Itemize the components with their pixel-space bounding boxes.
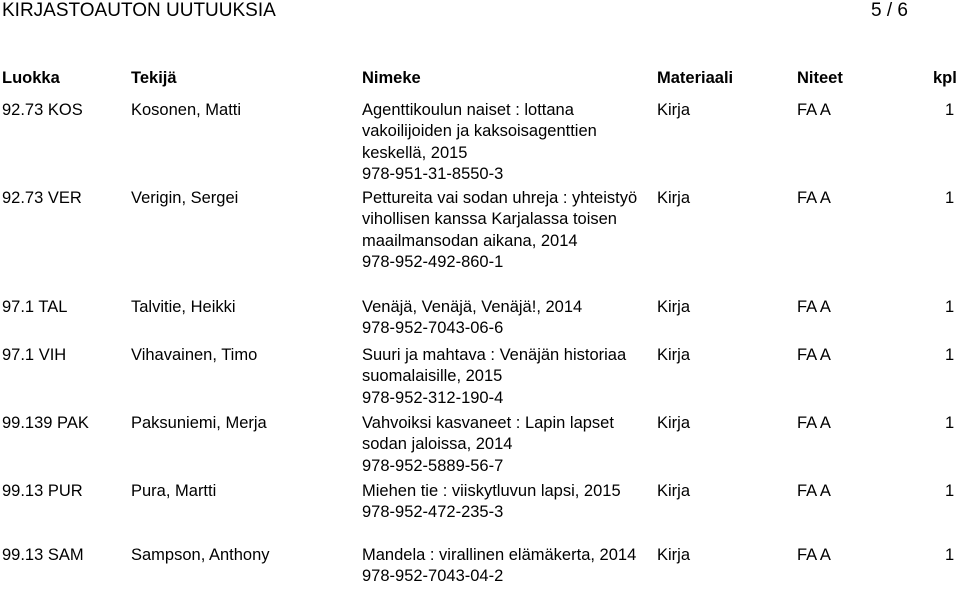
isbn: 978-952-5889-56-7 bbox=[362, 456, 504, 475]
cell-nimeke bbox=[362, 100, 652, 185]
cell-kpl: 1 bbox=[945, 298, 955, 316]
title-text: Venäjä, Venäjä, Venäjä!, 2014 bbox=[362, 298, 583, 316]
cell-nimeke bbox=[362, 297, 652, 340]
title-text: Agenttikoulun naiset : lottana vakoilijoiden ja kaksoisagenttien keskellä, 2015 bbox=[362, 101, 597, 162]
isbn: 978-952-7043-06-6 bbox=[362, 319, 504, 338]
title-text: Suuri ja mahtava : Venäjän historiaa suomalaisille, 2015 bbox=[362, 346, 627, 386]
cell-nimeke bbox=[362, 188, 652, 273]
cell-kpl: 1 bbox=[945, 101, 955, 119]
title-text: Mandela : virallinen elämäkerta, 2014 bbox=[362, 546, 637, 564]
column-header-niteet: Niteet bbox=[797, 69, 843, 87]
column-header-materiaali: Materiaali bbox=[657, 69, 734, 87]
cell-kpl: 1 bbox=[945, 346, 955, 364]
cell-tekija: Vihavainen, Timo bbox=[131, 346, 258, 364]
cell-tekija: Kosonen, Matti bbox=[131, 101, 242, 119]
cell-materiaali: Kirja bbox=[657, 189, 691, 207]
cell-kpl: 1 bbox=[945, 414, 955, 432]
cell-materiaali: Kirja bbox=[657, 482, 691, 500]
isbn: 978-952-312-190-4 bbox=[362, 388, 504, 407]
cell-luokka: 97.1 VIH bbox=[2, 346, 67, 364]
cell-niteet: FA A bbox=[797, 482, 831, 500]
cell-kpl: 1 bbox=[945, 546, 955, 564]
cell-tekija: Paksuniemi, Merja bbox=[131, 414, 267, 432]
title-text: Pettureita vai sodan uhreja : yhteistyö vihollisen kanssa Karjalassa toisen maailmansodan aikana, 2014 bbox=[362, 189, 638, 250]
cell-nimeke bbox=[362, 481, 652, 524]
isbn: 978-952-7043-04-2 bbox=[362, 567, 504, 586]
column-header-kpl: kpl bbox=[933, 69, 957, 87]
column-header-luokka: Luokka bbox=[2, 69, 60, 87]
title-text: Miehen tie : viiskytluvun lapsi, 2015 bbox=[362, 482, 621, 500]
cell-materiaali: Kirja bbox=[657, 546, 691, 564]
page-number: 5 / 6 bbox=[871, 0, 908, 21]
cell-materiaali: Kirja bbox=[657, 346, 691, 364]
cell-nimeke bbox=[362, 545, 652, 588]
column-header-tekija: Tekijä bbox=[131, 69, 177, 87]
cell-tekija: Sampson, Anthony bbox=[131, 546, 270, 564]
cell-niteet: FA A bbox=[797, 414, 831, 432]
cell-nimeke bbox=[362, 413, 652, 477]
cell-luokka: 92.73 KOS bbox=[2, 101, 83, 119]
column-header-nimeke: Nimeke bbox=[362, 69, 421, 87]
cell-luokka: 99.13 SAM bbox=[2, 546, 84, 564]
cell-luokka: 97.1 TAL bbox=[2, 298, 68, 316]
cell-tekija: Pura, Martti bbox=[131, 482, 217, 500]
cell-luokka: 99.13 PUR bbox=[2, 482, 83, 500]
cell-niteet: FA A bbox=[797, 546, 831, 564]
cell-tekija: Talvitie, Heikki bbox=[131, 298, 236, 316]
page-title: KIRJASTOAUTON UUTUUKSIA bbox=[2, 0, 276, 21]
cell-kpl: 1 bbox=[945, 482, 955, 500]
cell-luokka: 99.139 PAK bbox=[2, 414, 89, 432]
cell-niteet: FA A bbox=[797, 101, 831, 119]
isbn: 978-952-472-235-3 bbox=[362, 503, 504, 522]
cell-nimeke bbox=[362, 345, 652, 409]
cell-niteet: FA A bbox=[797, 346, 831, 364]
cell-kpl: 1 bbox=[945, 189, 955, 207]
cell-tekija: Verigin, Sergei bbox=[131, 189, 239, 207]
isbn: 978-951-31-8550-3 bbox=[362, 164, 504, 183]
cell-niteet: FA A bbox=[797, 189, 831, 207]
isbn: 978-952-492-860-1 bbox=[362, 252, 504, 271]
title-text: Vahvoiksi kasvaneet : Lapin lapset sodan jaloissa, 2014 bbox=[362, 414, 614, 454]
cell-materiaali: Kirja bbox=[657, 298, 691, 316]
cell-materiaali: Kirja bbox=[657, 414, 691, 432]
cell-niteet: FA A bbox=[797, 298, 831, 316]
cell-luokka: 92.73 VER bbox=[2, 189, 82, 207]
cell-materiaali: Kirja bbox=[657, 101, 691, 119]
